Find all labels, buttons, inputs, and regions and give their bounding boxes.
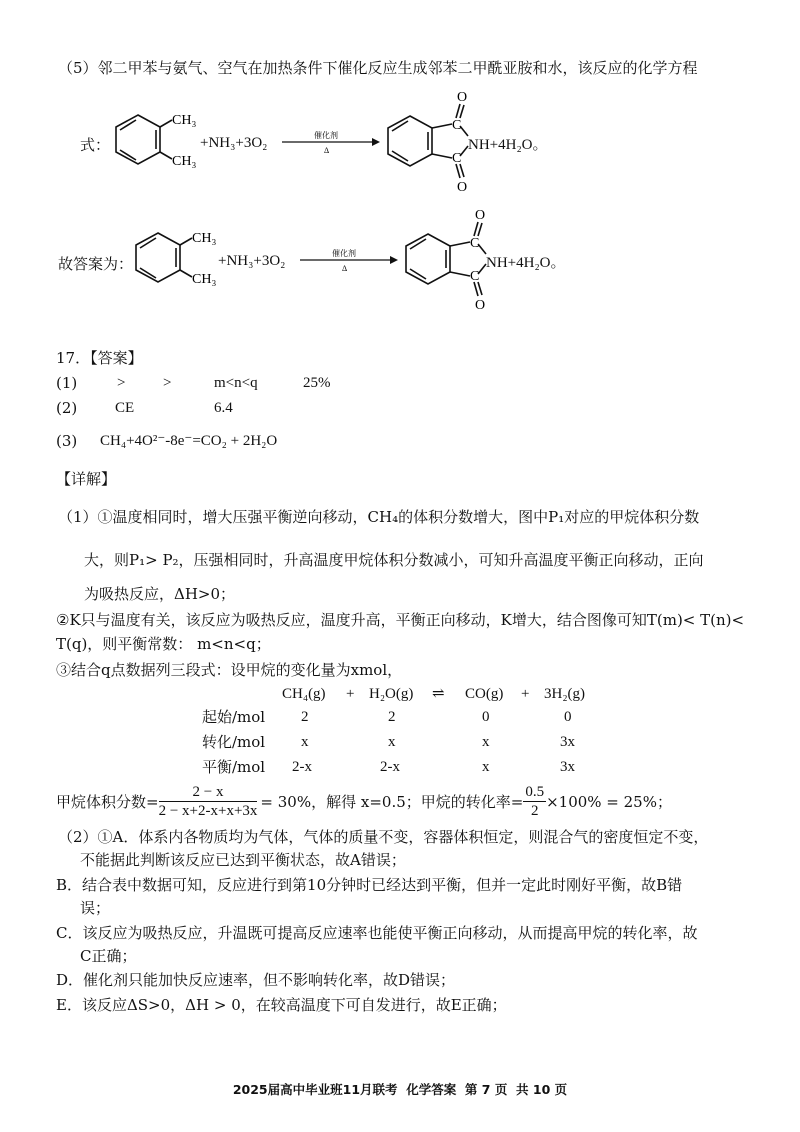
q17-heading: 17．【答案】 xyxy=(56,349,143,367)
fraction-methane xyxy=(159,783,258,820)
fraction-conversion xyxy=(523,783,546,820)
table-header-ch4: CH₄(g) xyxy=(282,686,326,702)
q17-row1-item3: m<n<q xyxy=(214,375,258,391)
ch3-bottom: CH₃ xyxy=(172,154,197,169)
q17-row3-num: (3) xyxy=(56,432,78,450)
reagents-2: +NH₃+3O₂ xyxy=(218,253,286,269)
frac-post: ×100% = 25%； xyxy=(546,792,672,811)
option-b-line1: B．结合表中数据可知，反应进行到第10分钟时已经达到平衡，但并一定此时刚好平衡，故B错 xyxy=(56,876,683,894)
heat-label-1: Δ xyxy=(324,146,330,155)
table-row-change-label: 转化/mol xyxy=(202,733,266,751)
table-header-h2o: H₂O(g) xyxy=(369,686,414,702)
q17-row2-num: (2) xyxy=(56,399,78,417)
q17-row3-item1: CH₄+4O²⁻-8e⁻=CO₂ + 2H₂O xyxy=(100,433,278,449)
frac-mid: = 30%，解得 x=0.5；甲烷的转化率= xyxy=(260,792,524,811)
answer-prefix: 故答案为： xyxy=(58,255,134,273)
products-1: NH+4H₂O。 xyxy=(468,137,548,153)
table-header-h2: 3H₂(g) xyxy=(544,686,586,702)
q17-row1-item2: > xyxy=(163,375,172,391)
o-label-top: O xyxy=(457,90,468,105)
o-xylene-structure-2 xyxy=(128,223,228,293)
table-row-eq-label: 平衡/mol xyxy=(202,758,266,776)
table-header-plus2: + xyxy=(521,686,530,702)
table-header-plus1: + xyxy=(346,686,355,702)
heat-label-2: Δ xyxy=(342,264,348,273)
detail-p2b: T(q)，则平衡常数： m<n<q； xyxy=(56,635,271,653)
reaction-arrow-2 xyxy=(298,246,398,276)
ch3-bottom-2: CH₃ xyxy=(192,272,217,287)
q2-line-b: 不能据此判断该反应已达到平衡状态，故A错误； xyxy=(80,851,406,869)
frac-den2: 2 xyxy=(530,803,539,819)
table-row-change-v4: 3x xyxy=(560,734,575,750)
table-row-start-v1: 2 xyxy=(301,709,309,725)
c-label-top: C xyxy=(452,118,462,133)
table-row-change-v2: x xyxy=(388,734,396,750)
c-label-bottom: C xyxy=(452,151,462,166)
products-2: NH+4H₂O。 xyxy=(486,255,566,271)
q2-line-a: （2）①A．体系内各物质均为气体，气体的质量不变，容器体积恒定，则混合气的密度恒定不变， xyxy=(58,828,709,846)
frac-num1: 2 − x xyxy=(159,783,258,802)
q17-row1-item4: 25% xyxy=(303,375,331,391)
table-header-equilibrium: ⇌ xyxy=(432,686,445,702)
option-c-line1: C．该反应为吸热反应，升温既可提高反应速率也能使平衡正向移动，从而提高甲烷的转化率，故 xyxy=(56,924,698,942)
table-header-co: CO(g) xyxy=(465,686,504,702)
table-row-start-v3: 0 xyxy=(482,709,490,725)
detail-p2a: ②K只与温度有关，该反应为吸热反应，温度升高，平衡正向移动，K增大，结合图像可知T(m)< T(n)< xyxy=(56,611,745,629)
q17-row1-num: (1) xyxy=(56,374,78,392)
o-label-bottom: O xyxy=(457,180,468,195)
q17-row2-item1: CE xyxy=(115,400,135,416)
ch3-top: CH₃ xyxy=(172,113,197,128)
fraction-line xyxy=(56,783,672,820)
o-xylene-structure-1 xyxy=(108,105,208,175)
page-footer: 2025届高中毕业班11月联考 化学答案 第 7 页 共 10 页 xyxy=(232,1082,568,1097)
ch3-top-2: CH₃ xyxy=(192,231,217,246)
table-row-change-v1: x xyxy=(301,734,309,750)
q17-row2-item2: 6.4 xyxy=(214,400,233,416)
reaction-arrow-1 xyxy=(280,128,380,158)
catalyst-label-1: 催化剂 xyxy=(314,131,338,140)
option-d: D．催化剂只能加快反应速率，但不影响转化率，故D错误； xyxy=(56,971,456,989)
catalyst-label-2: 催化剂 xyxy=(332,249,356,258)
detail-p1c: 为吸热反应，ΔH>0； xyxy=(84,585,236,603)
sec5-intro: （5）邻二甲苯与氨气、空气在加热条件下催化反应生成邻苯二甲酰亚胺和水，该反应的化学方程 xyxy=(58,59,698,77)
frac-num2: 0.5 xyxy=(525,784,545,800)
table-row-start-v4: 0 xyxy=(564,709,572,725)
detail-p1a: （1）①温度相同时，增大压强平衡逆向移动，CH₄的体积分数增大，图中P₁对应的甲烷体积分数 xyxy=(58,508,700,526)
c-label-bottom-2: C xyxy=(470,269,480,284)
table-row-eq-v3: x xyxy=(482,759,490,775)
option-b-line2: 误； xyxy=(80,899,111,917)
option-e: E．该反应ΔS>0，ΔH > 0，在较高温度下可自发进行，故E正确； xyxy=(56,996,507,1014)
o-label-bottom-2: O xyxy=(475,298,486,313)
table-row-start-label: 起始/mol xyxy=(202,708,266,726)
table-row-start-v2: 2 xyxy=(388,709,396,725)
reagents-1: +NH₃+3O₂ xyxy=(200,135,268,151)
o-label-top-2: O xyxy=(475,208,486,223)
table-row-change-v3: x xyxy=(482,734,490,750)
c-label-top-2: C xyxy=(470,236,480,251)
detail-p3: ③结合q点数据列三段式：设甲烷的变化量为xmol， xyxy=(56,661,403,679)
q17-row1-item1: > xyxy=(117,375,126,391)
table-row-eq-v4: 3x xyxy=(560,759,575,775)
table-row-eq-v2: 2-x xyxy=(380,759,400,775)
eq-prefix: 式： xyxy=(80,136,111,154)
frac-pre: 甲烷体积分数= xyxy=(56,792,159,811)
detail-heading: 【详解】 xyxy=(56,470,117,488)
frac-den1: 2 − x+2-x+x+3x xyxy=(158,803,258,819)
option-c-line2: C正确； xyxy=(80,947,137,965)
table-row-eq-v1: 2-x xyxy=(292,759,312,775)
detail-p1b: 大，则P₁> P₂，压强相同时，升高温度甲烷体积分数减小，可知升高温度平衡正向移动，正向 xyxy=(84,551,704,569)
